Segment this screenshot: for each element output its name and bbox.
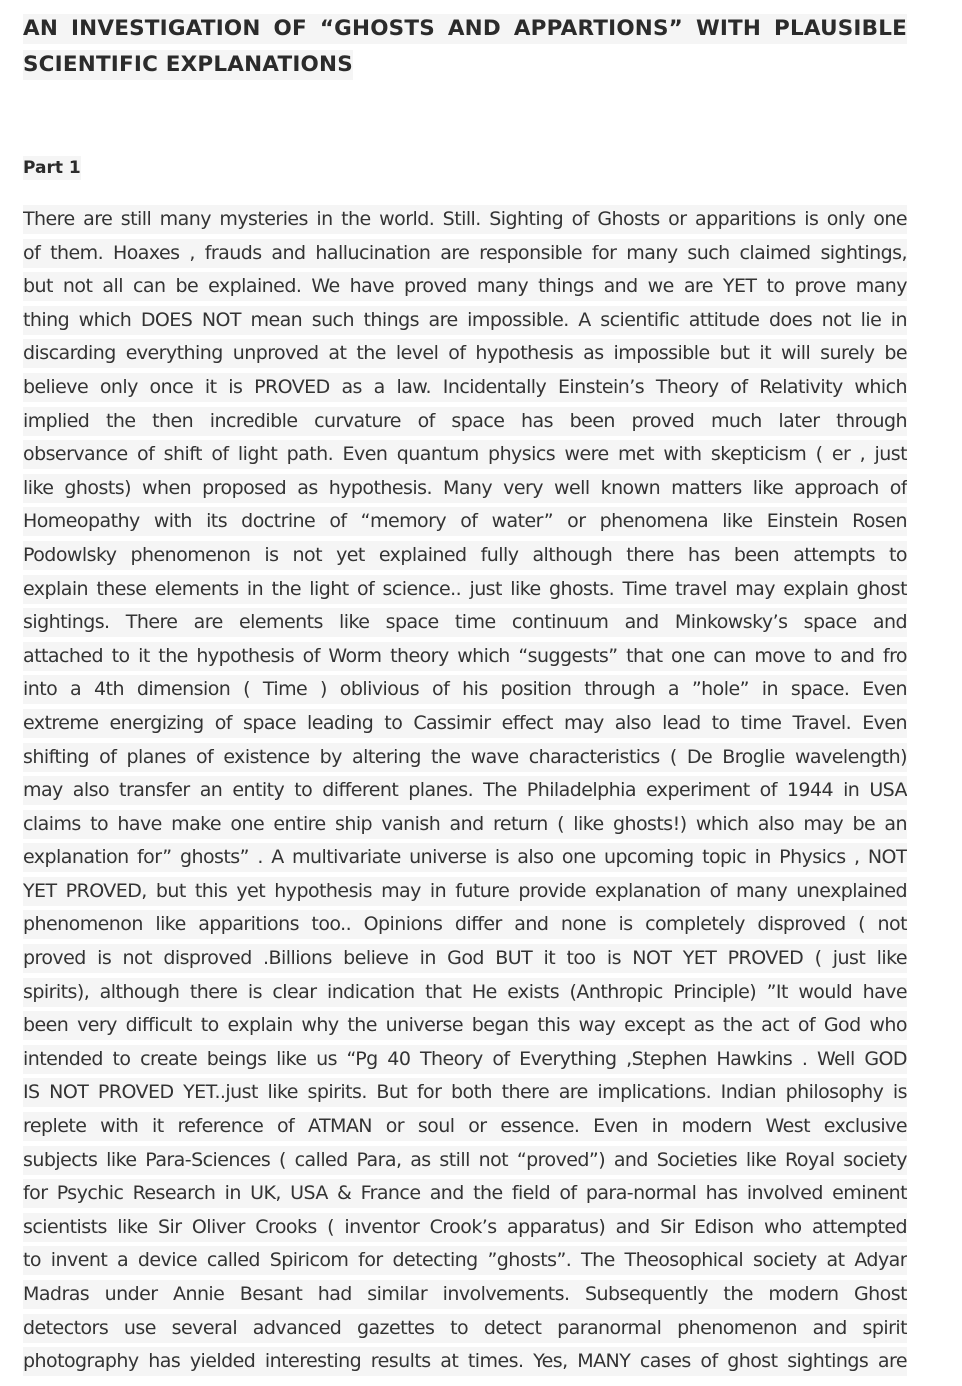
body-line: attached to it the hypothesis of Worm theory which “suggests” that one can move to and fro bbox=[23, 642, 907, 671]
body-line: may also transfer an entity to different planes. The Philadelphia experiment of 1944 in USA bbox=[23, 776, 907, 805]
body-line: Homeopathy with its doctrine of “memory of water” or phenomena like Einstein Rosen bbox=[23, 507, 907, 536]
body-line: claims to have make one entire ship vanish and return ( like ghosts!) which also may be an bbox=[23, 810, 907, 839]
document-title bbox=[23, 0, 907, 83]
body-line: phenomenon like apparitions too.. Opinions differ and none is completely disproved ( not bbox=[23, 910, 907, 939]
body-line: Podowlsky phenomenon is not yet explained fully although there has been attempts to bbox=[23, 541, 907, 570]
body-line: YET PROVED, but this yet hypothesis may in future provide explanation of many unexplained bbox=[23, 877, 907, 906]
title-line-2: SCIENTIFIC EXPLANATIONS bbox=[23, 50, 353, 80]
body-line: been very difficult to explain why the universe began this way except as the act of God who bbox=[23, 1011, 907, 1040]
body-line: intended to create beings like us “Pg 40 Theory of Everything ,Stephen Hawkins . Well GOD bbox=[23, 1045, 907, 1074]
body-line: detectors use several advanced gazettes to detect paranormal phenomenon and spirit bbox=[23, 1314, 907, 1343]
title-line-1: AN INVESTIGATION OF “GHOSTS AND APPARTIONS” WITH PLAUSIBLE bbox=[23, 14, 907, 44]
section-heading bbox=[23, 155, 81, 182]
body-line: to invent a device called Spiricom for detecting ”ghosts”. The Theosophical society at Adyar bbox=[23, 1246, 907, 1275]
body-paragraph bbox=[23, 205, 907, 1381]
body-line: shifting of planes of existence by altering the wave characteristics ( De Broglie wavelength) bbox=[23, 743, 907, 772]
body-line: sightings. There are elements like space time continuum and Minkowsky’s space and bbox=[23, 608, 907, 637]
body-line: replete with it reference of ATMAN or soul or essence. Even in modern West exclusive bbox=[23, 1112, 907, 1141]
body-line: for Psychic Research in UK, USA & France and the field of para-normal has involved eminent bbox=[23, 1179, 907, 1208]
body-line: spirits), although there is clear indication that He exists (Anthropic Principle) ”It would have bbox=[23, 978, 907, 1007]
body-line: of them. Hoaxes , frauds and hallucination are responsible for many such claimed sightings, bbox=[23, 239, 907, 268]
body-line: explanation for” ghosts” . A multivariate universe is also one upcoming topic in Physics , NOT bbox=[23, 843, 907, 872]
document-page bbox=[23, 0, 907, 1373]
body-line: IS NOT PROVED YET..just like spirits. But for both there are implications. Indian philosophy is bbox=[23, 1078, 907, 1107]
body-line: photography has yielded interesting results at times. Yes, MANY cases of ghost sightings are bbox=[23, 1347, 907, 1376]
body-line: but not all can be explained. We have proved many things and we are YET to prove many bbox=[23, 272, 907, 301]
body-line: subjects like Para-Sciences ( called Para, as still not “proved”) and Societies like Royal society bbox=[23, 1146, 907, 1175]
body-line: thing which DOES NOT mean such things are impossible. A scientific attitude does not lie in bbox=[23, 306, 907, 335]
body-line: Madras under Annie Besant had similar involvements. Subsequently the modern Ghost bbox=[23, 1280, 907, 1309]
body-line: implied the then incredible curvature of space has been proved much later through bbox=[23, 407, 907, 436]
body-line: scientists like Sir Oliver Crooks ( inventor Crook’s apparatus) and Sir Edison who attempted bbox=[23, 1213, 907, 1242]
body-line: There are still many mysteries in the world. Still. Sighting of Ghosts or apparitions is only one bbox=[23, 205, 907, 234]
body-line: into a 4th dimension ( Time ) oblivious of his position through a ”hole” in space. Even bbox=[23, 675, 907, 704]
body-line: explain these elements in the light of science.. just like ghosts. Time travel may explain ghost bbox=[23, 575, 907, 604]
section-heading-text: Part 1 bbox=[23, 158, 81, 178]
body-line: observance of shift of light path. Even quantum physics were met with skepticism ( er , just bbox=[23, 440, 907, 469]
body-line: like ghosts) when proposed as hypothesis. Many very well known matters like approach of bbox=[23, 474, 907, 503]
body-line: extreme energizing of space leading to Cassimir effect may also lead to time Travel. Even bbox=[23, 709, 907, 738]
body-line: proved is not disproved .Billions believe in God BUT it too is NOT YET PROVED ( just like bbox=[23, 944, 907, 973]
body-line: believe only once it is PROVED as a law. Incidentally Einstein’s Theory of Relativity which bbox=[23, 373, 907, 402]
body-line: discarding everything unproved at the level of hypothesis as impossible but it will surely be bbox=[23, 339, 907, 368]
